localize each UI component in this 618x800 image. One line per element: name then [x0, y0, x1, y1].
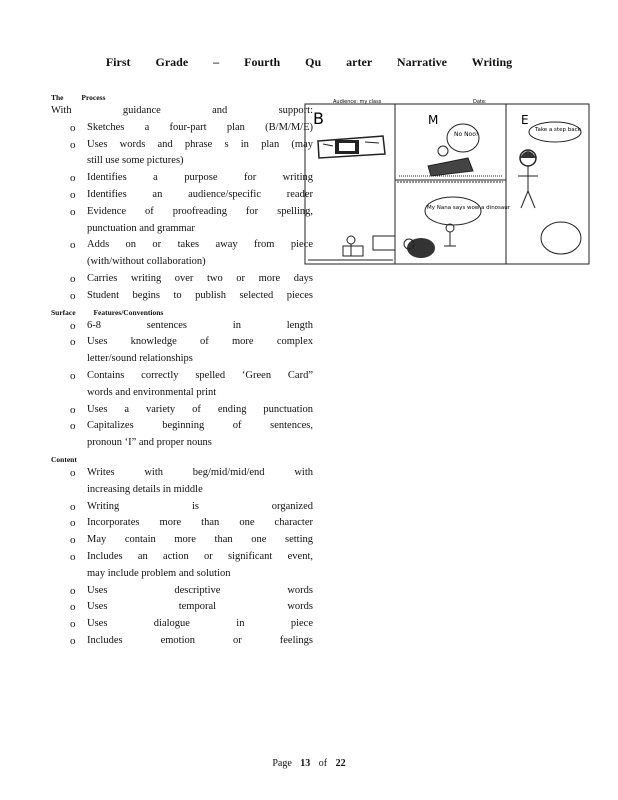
- bullet-icon: o: [70, 138, 76, 151]
- list-item-text: Includes emotion or feelings: [87, 634, 313, 646]
- list-item-text: Writing is organized: [87, 500, 313, 512]
- surface-list: [51, 318, 313, 452]
- list-item-text: Writes with beg/mid/mid/end with: [87, 466, 313, 478]
- list-item-text: letter/sound relationships: [87, 353, 193, 365]
- student-sketch-image: [303, 96, 591, 266]
- bullet-icon: o: [70, 500, 76, 513]
- panel-letter-m: M: [428, 113, 439, 127]
- list-item: [51, 599, 313, 616]
- total-pages: 22: [335, 758, 346, 769]
- bullet-icon: o: [70, 584, 76, 597]
- bullet-icon: o: [70, 289, 76, 302]
- bullet-icon: o: [70, 188, 76, 201]
- bullet-icon: o: [70, 239, 76, 252]
- list-item: [51, 137, 313, 171]
- list-item-text: Uses dialogue in piece: [87, 618, 313, 630]
- list-item: [51, 288, 313, 305]
- bullet-icon: o: [70, 336, 76, 349]
- list-item-text: Sketches a four-part plan (B/M/M/E): [87, 121, 313, 133]
- surface-heading: Surface Features/Conventions: [51, 307, 164, 317]
- list-item: [51, 237, 313, 271]
- list-item: [51, 368, 313, 402]
- list-item: [51, 120, 313, 137]
- list-item: [51, 583, 313, 600]
- page-label: Page: [272, 758, 292, 769]
- bullet-icon: o: [70, 121, 76, 134]
- content-heading: Content: [51, 454, 77, 464]
- list-item: [51, 549, 313, 583]
- panel-letter-b: B: [313, 109, 324, 128]
- list-item: [51, 418, 313, 452]
- sketch-date: Date:: [473, 99, 487, 105]
- list-item-text: May contain more than one setting: [87, 534, 313, 546]
- list-item: [51, 616, 313, 633]
- list-item: [51, 271, 313, 288]
- list-item: [51, 499, 313, 516]
- list-item: [51, 532, 313, 549]
- list-item: [51, 318, 313, 335]
- list-item-text: Evidence of proofreading for spelling,: [87, 205, 313, 217]
- list-item-text: 6-8 sentences in length: [87, 319, 313, 331]
- panel-letter-e: E: [521, 113, 529, 127]
- list-item: [51, 187, 313, 204]
- list-item-text: Uses descriptive words: [87, 584, 313, 596]
- list-item-text: Identifies a purpose for writing: [87, 172, 313, 184]
- list-item-text: Contains correctly spelled ‘Green Card”: [87, 369, 313, 381]
- speech-bubble-3: My Nana says wow a dinosaur: [427, 205, 511, 211]
- list-item: [51, 633, 313, 650]
- list-item-text: Uses temporal words: [87, 601, 313, 613]
- criteria-column: [51, 90, 313, 650]
- speech-bubble-2: Take a step back: [535, 127, 581, 133]
- list-item-text: Incorporates more than one character: [87, 517, 313, 529]
- bullet-icon: o: [70, 517, 76, 530]
- process-intro: With guidance and support:: [51, 105, 313, 116]
- list-item-text: Adds on or takes away from piece: [87, 239, 313, 251]
- list-item-text: Capitalizes beginning of sentences,: [87, 420, 313, 432]
- page-of: of: [318, 758, 328, 769]
- bullet-icon: o: [70, 466, 76, 479]
- bullet-icon: o: [70, 369, 76, 382]
- list-item-text: Includes an action or significant event,: [87, 550, 313, 562]
- bullet-icon: o: [70, 601, 76, 614]
- list-item-text: (with/without collaboration): [87, 256, 206, 268]
- list-item-text: pronoun ‘I” and proper nouns: [87, 437, 212, 449]
- bullet-icon: o: [70, 634, 76, 647]
- bullet-icon: o: [70, 403, 76, 416]
- list-item: [51, 204, 313, 238]
- process-list: [51, 120, 313, 305]
- sketch-audience: Audience: my class: [333, 99, 382, 105]
- list-item-text: increasing details in middle: [87, 483, 203, 495]
- list-item: [51, 465, 313, 499]
- list-item-text: Student begins to publish selected pieces: [87, 289, 313, 301]
- bullet-icon: o: [70, 319, 76, 332]
- list-item-text: may include problem and solution: [87, 567, 231, 579]
- list-item-text: Uses words and phrase s in plan (may: [87, 138, 313, 150]
- current-page: 13: [300, 758, 311, 769]
- speech-bubble-1: No Noo!: [454, 131, 479, 138]
- list-item-text: still use some pictures): [87, 155, 184, 167]
- bullet-icon: o: [70, 272, 76, 285]
- list-item-text: Identifies an audience/specific reader: [87, 188, 313, 200]
- list-item: [51, 334, 313, 368]
- content-list: [51, 465, 313, 650]
- list-item: [51, 402, 313, 419]
- page-number: [0, 758, 618, 769]
- list-item-text: punctuation and grammar: [87, 222, 195, 234]
- list-item: [51, 170, 313, 187]
- list-item: [51, 515, 313, 532]
- page-title: First Grade – Fourth Qu arter Narrative Writing: [105, 55, 513, 69]
- bullet-icon: o: [70, 172, 76, 185]
- bullet-icon: o: [70, 618, 76, 631]
- list-item-text: words and environmental print: [87, 386, 217, 398]
- list-item-text: Uses a variety of ending punctuation: [87, 403, 313, 415]
- list-item-text: Carries writing over two or more days: [87, 272, 313, 284]
- bullet-icon: o: [70, 550, 76, 563]
- bullet-icon: o: [70, 205, 76, 218]
- process-heading: The Process: [51, 93, 106, 102]
- bullet-icon: o: [70, 420, 76, 433]
- list-item-text: Uses knowledge of more complex: [87, 336, 313, 348]
- bullet-icon: o: [70, 534, 76, 547]
